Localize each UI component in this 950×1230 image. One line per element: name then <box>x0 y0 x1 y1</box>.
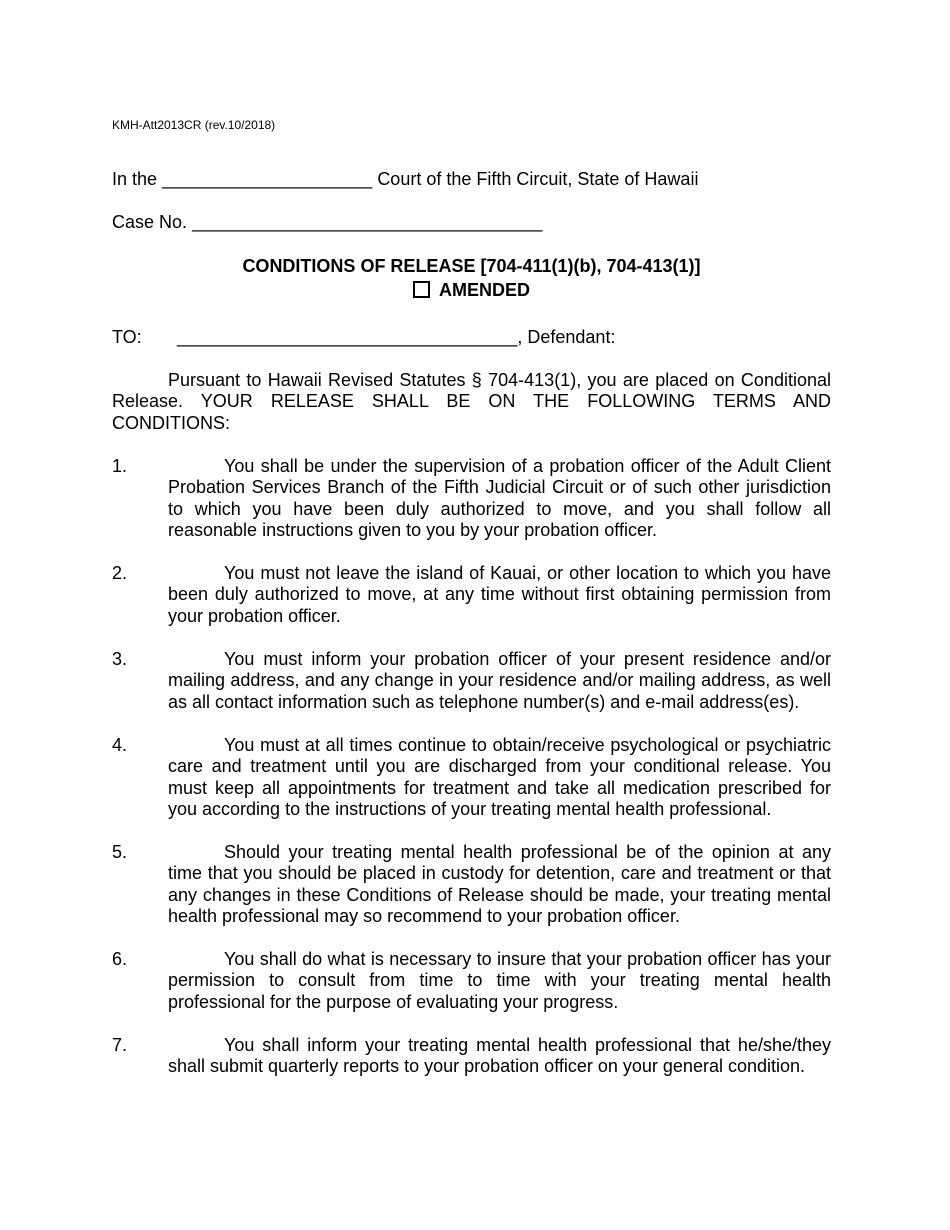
form-id: KMH-Att2013CR (rev.10/2018) <box>112 118 276 132</box>
condition-text: You shall inform your treating mental health professional that he/she/they shall submit quarterly reports to your probation officer on your general condition. <box>168 1035 831 1077</box>
condition-number: 2. <box>112 563 128 583</box>
condition-item <box>112 949 831 1013</box>
amended-label: AMENDED <box>438 280 530 300</box>
defendant-name-field[interactable]: __________________________________ <box>177 327 518 347</box>
case-label: Case No. <box>112 212 188 232</box>
condition-number: 7. <box>112 1035 128 1055</box>
condition-text: You must not leave the island of Kauai, or other location to which you have been duly authorized to move, at any time without first obtaining permission from your probation officer. <box>168 563 831 626</box>
condition-number: 4. <box>112 735 128 755</box>
condition-item <box>112 842 831 927</box>
condition-item <box>112 456 831 541</box>
case-number-field[interactable]: ___________________________________ <box>192 212 543 232</box>
condition-number: 1. <box>112 456 128 476</box>
amended-row <box>0 280 943 301</box>
amended-checkbox[interactable] <box>413 281 430 298</box>
document-title: CONDITIONS OF RELEASE [704-411(1)(b), 704-413(1)] <box>242 256 701 276</box>
court-prefix: In the <box>112 169 158 189</box>
condition-text: You shall be under the supervision of a probation officer of the Adult Client Probation Services Branch of the Fifth Judicial Circuit or of such other jurisdiction to which you have been duly authorized to move, and you shall follow all reasonable instructions given to you by your probation officer. <box>168 456 831 540</box>
condition-text: You must at all times continue to obtain/receive psychological or psychiatric care and treatment until you are discharged from your conditional release. You must keep all appointments for treatment and take all medication prescribed for you according to the instructions of your treating mental health professional. <box>168 735 831 819</box>
case-line <box>112 212 542 233</box>
condition-item <box>112 735 831 820</box>
to-line <box>177 327 615 348</box>
condition-number: 6. <box>112 949 128 969</box>
court-line <box>112 169 698 190</box>
condition-item <box>112 1035 831 1078</box>
to-label: TO: <box>112 327 142 347</box>
intro-paragraph: Pursuant to Hawaii Revised Statutes § 704-413(1), you are placed on Conditional Release. YOUR RELEASE SHALL BE ON THE FOLLOWING TERMS AND CONDITIONS: <box>112 370 831 433</box>
defendant-suffix: , Defendant: <box>517 327 616 347</box>
court-suffix: Court of the Fifth Circuit, State of Hawaii <box>377 169 699 189</box>
condition-number: 5. <box>112 842 128 862</box>
court-name-field[interactable]: _____________________ <box>162 169 373 189</box>
condition-item <box>112 563 831 627</box>
condition-text: You shall do what is necessary to insure that your probation officer has your permission to consult from time to time with your treating mental health professional for the purpose of evaluating your progress. <box>168 949 831 1012</box>
condition-text: Should your treating mental health professional be of the opinion at any time that you should be placed in custody for detention, care and treatment or that any changes in these Conditions of Release should be made, your treating mental health professional may so recommend to your probation officer. <box>168 842 831 926</box>
condition-text: You must inform your probation officer of your present residence and/or mailing address, and any change in your residence and/or mailing address, as well as all contact information such as telephone number(s) and e-mail address(es). <box>168 649 831 712</box>
condition-number: 3. <box>112 649 128 669</box>
condition-item <box>112 649 831 713</box>
